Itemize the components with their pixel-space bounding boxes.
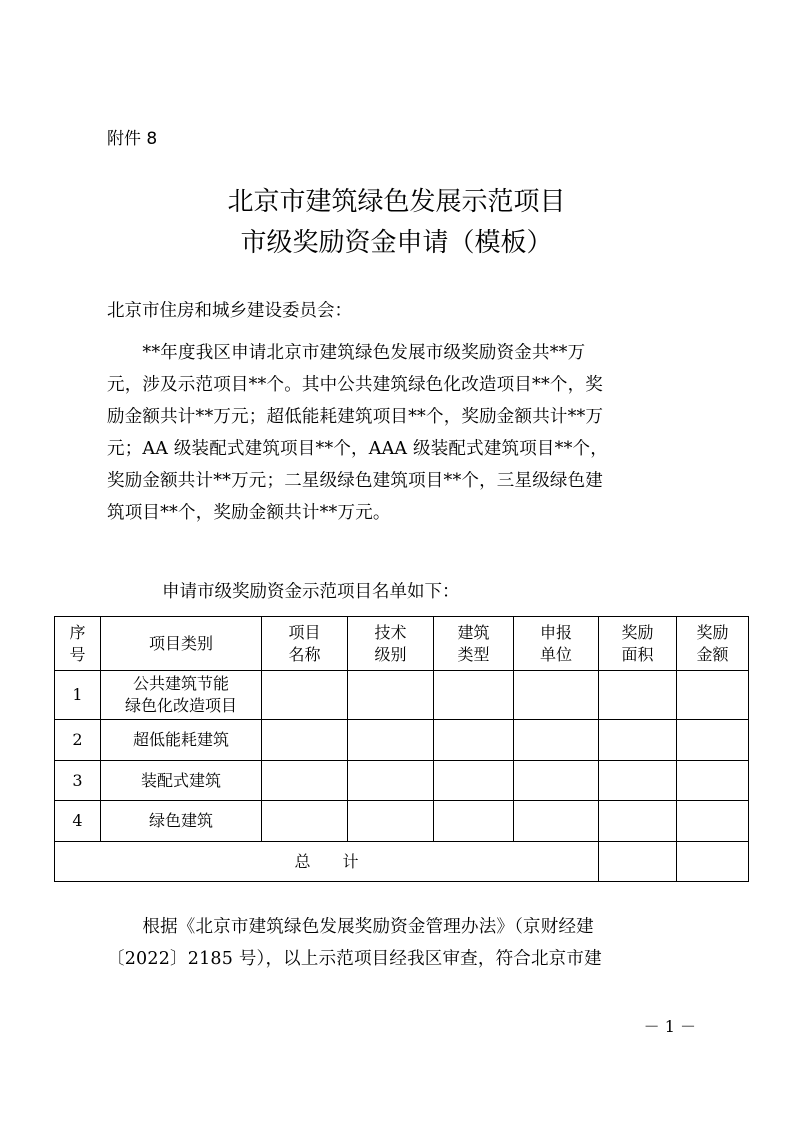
paragraph-summary <box>107 337 697 529</box>
empty-cell <box>677 720 749 761</box>
paragraph-line: 元；AA 级装配式建筑项目**个，AAA 级装配式建筑项目**个， <box>107 439 608 459</box>
row-category: 公共建筑节能 绿色化改造项目 <box>101 671 262 720</box>
header-cell-no: 序 号 <box>55 617 101 671</box>
header-cell-award-amount: 奖励 金额 <box>677 617 749 671</box>
header-cell-applicant: 申报 单位 <box>514 617 599 671</box>
row-category: 绿色建筑 <box>101 801 262 842</box>
paragraph-line: 筑项目**个，奖励金额共计**万元。 <box>107 503 391 523</box>
empty-cell <box>677 671 749 720</box>
header-cell-tech-level: 技术 级别 <box>348 617 434 671</box>
empty-cell <box>348 801 434 842</box>
row-number: 4 <box>55 801 101 842</box>
header-cell-category: 项目类别 <box>101 617 262 671</box>
paragraph-line: 元，涉及示范项目**个。其中公共建筑绿色化改造项目**个，奖 <box>107 375 603 395</box>
paragraph-basis <box>107 911 697 975</box>
empty-cell <box>348 761 434 801</box>
empty-cell <box>514 671 599 720</box>
paragraph-line: 奖励金额共计**万元；二星级绿色建筑项目**个，三星级绿色建 <box>107 471 603 491</box>
salutation: 北京市住房和城乡建设委员会： <box>107 301 352 321</box>
list-intro: 申请市级奖励资金示范项目名单如下： <box>162 582 460 602</box>
table-row <box>55 761 749 801</box>
header-cell-award-area: 奖励 面积 <box>599 617 677 671</box>
empty-cell <box>348 720 434 761</box>
row-number: 2 <box>55 720 101 761</box>
empty-cell <box>262 671 348 720</box>
empty-cell <box>514 720 599 761</box>
empty-cell <box>677 761 749 801</box>
empty-cell <box>348 671 434 720</box>
empty-cell <box>599 671 677 720</box>
empty-cell <box>677 842 749 882</box>
empty-cell <box>434 801 514 842</box>
empty-cell <box>434 720 514 761</box>
row-number: 1 <box>55 671 101 720</box>
empty-cell <box>677 801 749 842</box>
header-cell-project-name: 项目 名称 <box>262 617 348 671</box>
empty-cell <box>262 801 348 842</box>
paragraph-line: 励金额共计**万元；超低能耗建筑项目**个，奖励金额共计**万 <box>107 407 604 427</box>
empty-cell <box>599 842 677 882</box>
page-number: － 1 － <box>643 1017 696 1036</box>
empty-cell <box>514 761 599 801</box>
table-row <box>55 720 749 761</box>
empty-cell <box>599 720 677 761</box>
empty-cell <box>434 671 514 720</box>
table-row <box>55 801 749 842</box>
table-total-row <box>55 842 749 882</box>
document-title-line-1: 北京市建筑绿色发展示范项目 <box>227 187 566 217</box>
paragraph-line: 〔2022〕2185 号），以上示范项目经我区审查，符合北京市建 <box>107 949 602 969</box>
empty-cell <box>599 761 677 801</box>
empty-cell <box>434 761 514 801</box>
empty-cell <box>514 801 599 842</box>
paragraph-line: **年度我区申请北京市建筑绿色发展市级奖励资金共**万 <box>107 343 586 363</box>
row-number: 3 <box>55 761 101 801</box>
empty-cell <box>262 720 348 761</box>
table-row <box>55 671 749 720</box>
row-category: 装配式建筑 <box>101 761 262 801</box>
empty-cell <box>599 801 677 842</box>
paragraph-line: 根据《北京市建筑绿色发展奖励资金管理办法》（京财经建 <box>107 917 594 937</box>
table-header-row <box>55 617 749 671</box>
project-table <box>54 616 749 882</box>
empty-cell <box>262 761 348 801</box>
row-category: 超低能耗建筑 <box>101 720 262 761</box>
header-cell-building-type: 建筑 类型 <box>434 617 514 671</box>
document-title-line-2: 市级奖励资金申请（模板） <box>240 228 553 258</box>
attachment-label: 附件 8 <box>107 129 158 149</box>
total-label: 总 计 <box>55 842 599 882</box>
